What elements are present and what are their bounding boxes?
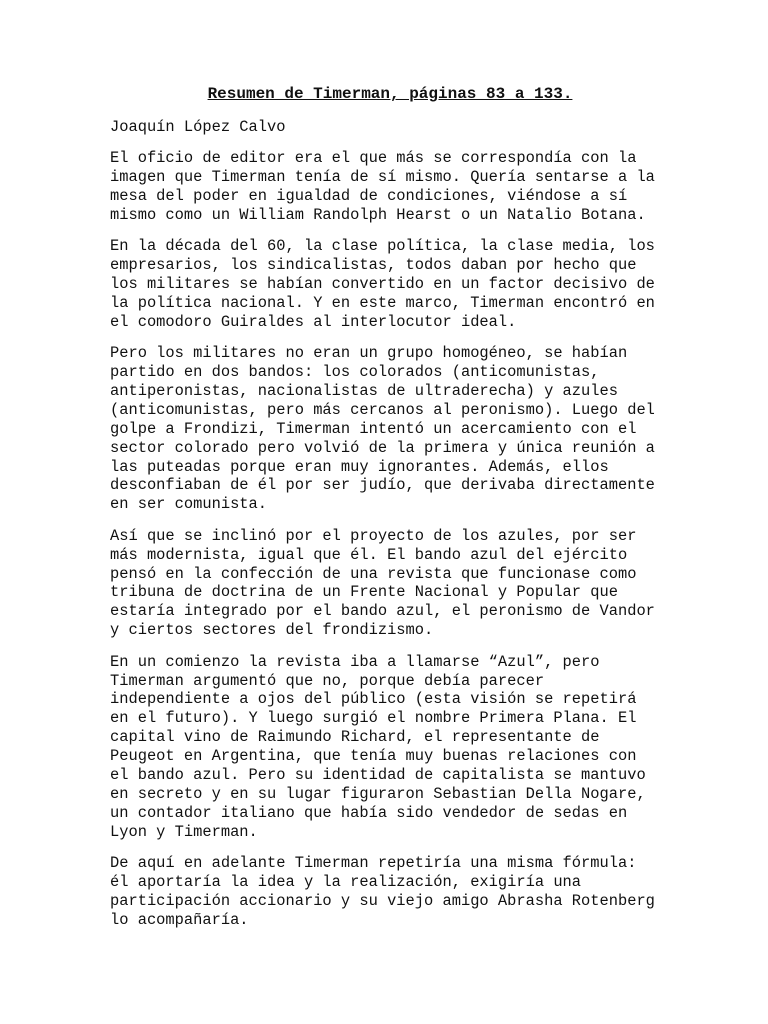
document-author: Joaquín López Calvo <box>110 118 286 136</box>
paragraph-4: Así que se inclinó por el proyecto de los azules, por ser más modernista, igual que él. El bando azul del ejército pensó en la confección de una revista que funcionase como tribuna de doctrina de un Frente Nacional y Popular que estaría integrado por el bando azul, el peronismo de Vandor y ciertos sectores del frondizismo. <box>110 526 655 640</box>
paragraph-1: El oficio de editor era el que más se correspondía con la imagen que Timerman tenía de sí mismo. Quería sentarse a la mesa del poder en igualdad de condiciones, viéndose a sí mismo como un William Randolph Hearst o un Natalio Botana. <box>110 148 655 224</box>
document-title: Resumen de Timerman, páginas 83 a 133. <box>207 85 573 103</box>
paragraph-5: En un comienzo la revista iba a llamarse “Azul”, pero Timerman argumentó que no, porque debía parecer independiente a ojos del público (esta visión se repetirá en el futuro). Y luego surgió el nombre Primera Plana. El capital vino de Raimundo Richard, el representante de Peugeot en Argentina, que tenía muy buenas relaciones con el bando azul. Pero su identidad de capitalista se mantuvo en secreto y en su lugar figuraron Sebastian Della Nogare, un contador italiano que había sido vendedor de sedas en Lyon y Timerman. <box>110 652 646 841</box>
document-body <box>110 84 670 942</box>
paragraph-6: De aquí en adelante Timerman repetiría una misma fórmula: él aportaría la idea y la realización, exigiría una participación accionario y su viejo amigo Abrasha Rotenberg lo acompañaría. <box>110 854 655 929</box>
paragraph-2: En la década del 60, la clase política, la clase media, los empresarios, los sindicalistas, todos daban por hecho que los militares se habían convertido en un factor decisivo de la política nacional. Y en este marco, Timerman encontró en el comodoro Guiraldes al interlocutor ideal. <box>110 237 655 331</box>
paragraph-3: Pero los militares no eran un grupo homogéneo, se habían partido en dos bandos: los colorados (anticomunistas, antiperonistas, nacionalistas de ultraderecha) y azules (anticomunistas, pero más cercanos al peronismo). Luego del golpe a Frondizi, Timerman intentó un acercamiento con el sector colorado pero volvió de la primera y única reunión a las puteadas porque eran muy ignorantes. Además, ellos desconfiaban de él por ser judío, que derivaba directamente en ser comunista. <box>110 344 655 514</box>
